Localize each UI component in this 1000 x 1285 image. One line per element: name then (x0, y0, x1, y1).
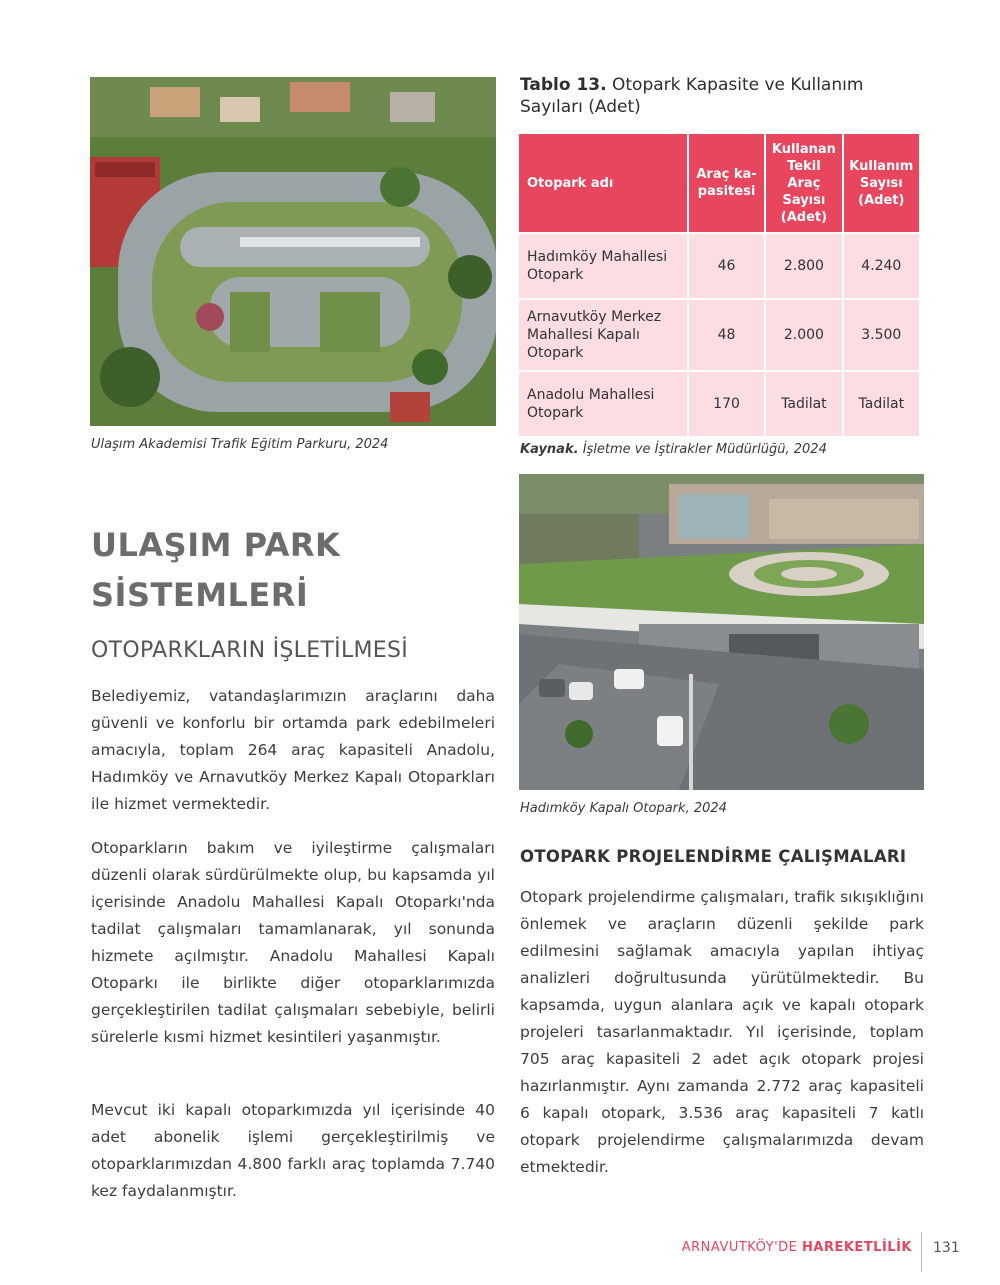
table-title-text: Otopark Kapasite ve Kullanım Sayıları (Adet) (520, 75, 864, 117)
paragraph: Mevcut iki kapalı otoparkımızda yıl içerisinde 40 adet abonelik işlemi gerçekleştirilmiş ve otoparklarımızdan 4.800 farklı araç toplamda 7.740 kez faydalanmıştır. (91, 1101, 495, 1200)
table-source (520, 442, 827, 457)
table-row (519, 300, 919, 370)
header-parking-name: Otopark adı (519, 134, 687, 232)
section-title-line2: SİSTEMLERİ (91, 576, 309, 614)
parking-garage-caption: Hadımköy Kapalı Otopark, 2024 (520, 801, 727, 816)
footer-title-regular: ARNAVUTKÖY'DE (681, 1240, 798, 1255)
table-title (520, 74, 920, 118)
table-number: Tablo 13. (520, 75, 607, 95)
traffic-park-caption: Ulaşım Akademisi Trafik Eğitim Parkuru, 2024 (91, 437, 389, 452)
projects-heading: OTOPARK PROJELENDİRME ÇALIŞMALARI (520, 847, 907, 866)
source-label: Kaynak. (520, 442, 579, 457)
subsection-title: OTOPARKLARIN İŞLETİLMESİ (91, 638, 409, 663)
source-text: İşletme ve İştirakler Müdürlüğü, 2024 (582, 442, 827, 457)
cell-parking-name: Anadolu Mahallesi Otopark (519, 372, 687, 436)
traffic-park-photo (90, 77, 496, 426)
table-header-row (519, 134, 919, 232)
section-title (91, 520, 491, 620)
footer-title-bold: HAREKETLİLİK (802, 1240, 912, 1255)
table-row (519, 234, 919, 298)
footer-title (600, 1240, 912, 1255)
page-number: 131 (933, 1240, 960, 1256)
parking-capacity-table (517, 132, 921, 438)
cell-usage-count: 4.240 (844, 234, 919, 298)
cell-unique-vehicles: 2.800 (766, 234, 841, 298)
paragraph: Belediyemiz, vatandaşlarımızın araçlarını daha güvenli ve konforlu bir ortamda park edebilmeleri amacıyla, toplam 264 araç kapasiteli Anadolu, Hadımköy ve Arnavutköy Merkez Kapalı Otoparkları ile hizmet vermektedir. (91, 687, 495, 813)
cell-unique-vehicles: Tadilat (766, 372, 841, 436)
header-usage-count: Kullanım Sayısı (Adet) (844, 134, 919, 232)
paragraph: Otopark projelendirme çalışmaları, trafik sıkışıklığını önlemek ve araçların düzenli şekilde park edilmesini sağlamak amacıyla yapılan ihtiyaç analizleri doğrultusunda yürütülmektedir. Bu kapsamda, uygun alanlara açık ve kapalı otopark projeleri tasarlanmaktadır. Yıl içerisinde, toplam 705 araç kapasiteli 2 adet açık otopark projesi hazırlanmıştır. Aynı zamanda 2.772 araç kapasiteli 6 kapalı otopark, 3.536 araç kapasiteli 7 katlı otopark projelendirme çalışmalarımızda devam etmektedir. (520, 888, 924, 1176)
footer-divider (921, 1232, 922, 1272)
cell-unique-vehicles: 2.000 (766, 300, 841, 370)
paragraph: Otoparkların bakım ve iyileştirme çalışmaları düzenli olarak sürdürülmekte olup, bu kapsamda yıl içerisinde Anadolu Mahallesi Kapalı Otoparkı'nda tadilat çalışmaları tamamlanarak, yıl sonunda hizmete açılmıştır. Anadolu Mahallesi Kapalı Otoparkı ile birlikte diğer otoparklarımızda gerçekleştirilen tadilat çalışmaları sebebiyle, belirli sürelerle kısmi hizmet kesintileri yaşanmıştır. (91, 839, 495, 1046)
cell-capacity: 48 (689, 300, 764, 370)
cell-usage-count: 3.500 (844, 300, 919, 370)
parking-garage-photo (519, 474, 924, 790)
cell-capacity: 46 (689, 234, 764, 298)
header-vehicle-capacity: Araç ka-pasitesi (689, 134, 764, 232)
table-row (519, 372, 919, 436)
cell-capacity: 170 (689, 372, 764, 436)
cell-parking-name: Hadımköy Mahallesi Otopark (519, 234, 687, 298)
section-title-line1: ULAŞIM PARK (91, 526, 341, 564)
header-unique-vehicles: Kullanan Tekil Araç Sayısı (Adet) (766, 134, 841, 232)
cell-usage-count: Tadilat (844, 372, 919, 436)
cell-parking-name: Arnavutköy Merkez Mahallesi Kapalı Otopark (519, 300, 687, 370)
